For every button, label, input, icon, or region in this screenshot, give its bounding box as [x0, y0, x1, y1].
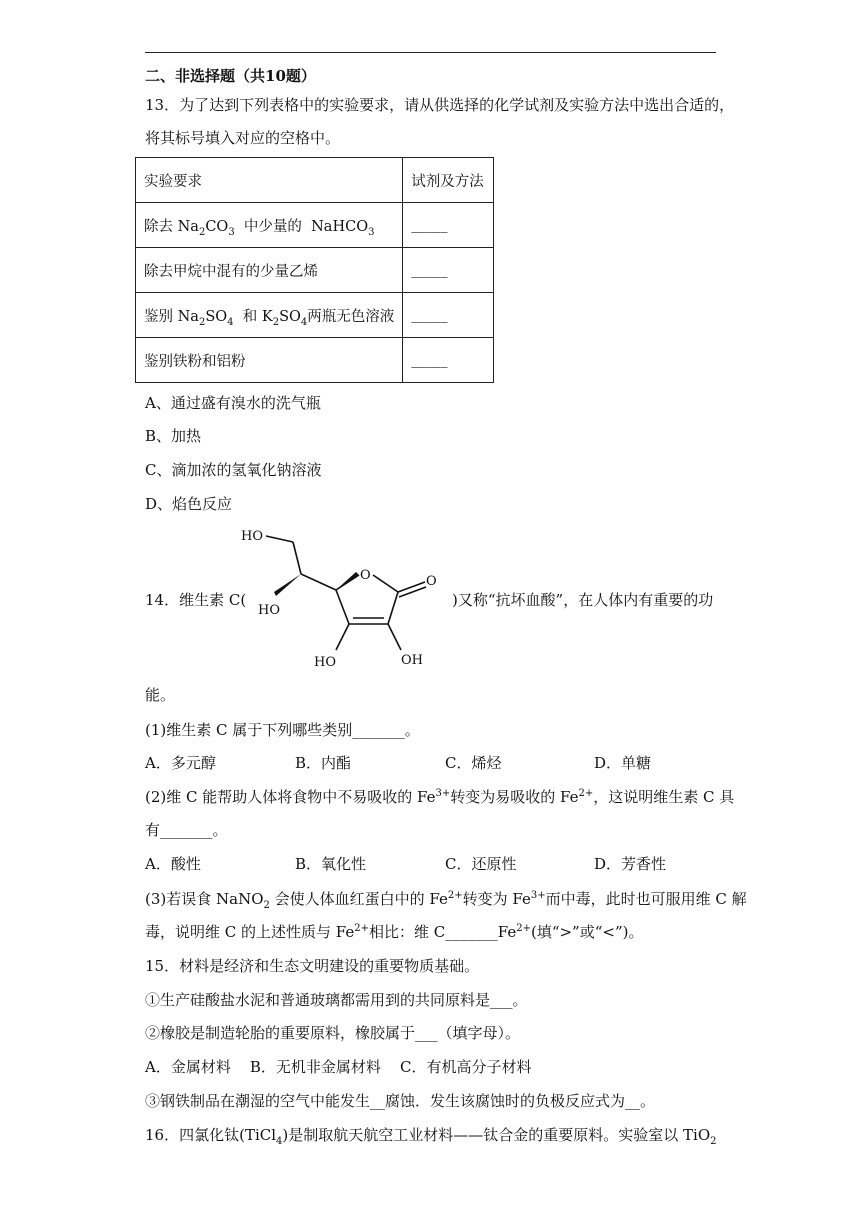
q14-part2-line2: 有_______。: [145, 821, 228, 839]
top-rule: [145, 52, 716, 53]
table-row: [136, 338, 494, 383]
q14-part3: (3)若误食 NaNO$_2$ 会使人体血红蛋白中的 $Fe^{2+}$转变为 $Fe^{3+}$而中毒，此时也可服用维 C 解: [145, 890, 747, 911]
q14-suffix: )又称“抗坏血酸”，在人体内有重要的功: [452, 591, 714, 609]
row2-blank: _____: [403, 248, 494, 293]
option-a: A、通过盛有溴水的洗气瓶: [145, 394, 321, 412]
p2-option-c: C．还原性: [445, 855, 517, 873]
row3-requirement: 鉴别 $Na_2SO_4$ 和 $K_2SO_4$两瓶无色溶液: [136, 293, 403, 338]
vitamin-c-structure: [238, 522, 448, 672]
p1-option-a: A．多元醇: [145, 754, 216, 772]
q15-part1: ①生产硅酸盐水泥和普通玻璃都需用到的共同原料是___。: [145, 991, 528, 1009]
label-keto-o: O: [426, 574, 437, 589]
q15-part3: ③钢铁制品在潮湿的空气中能发生__腐蚀．发生该腐蚀时的负极反应式为__。: [145, 1092, 656, 1110]
p2-option-a: A．酸性: [145, 855, 201, 873]
table-row: [136, 203, 494, 248]
p2-option-b: B．氧化性: [295, 855, 367, 873]
q14-prefix: 14．维生素 C(: [145, 591, 247, 609]
q13-stem-line2: 将其标号填入对应的空格中。: [145, 129, 341, 147]
header-method: 试剂及方法: [403, 158, 494, 203]
experiment-table: [135, 157, 494, 383]
row1-requirement: 除去 $Na_2CO_3$ 中少量的 NaHCO$_3$: [136, 203, 403, 248]
label-oh-bottom: OH: [401, 653, 423, 668]
q14-part3-line2: 毒，说明维 C 的上述性质与 $Fe^{2+}$相比：维 $C\_\_\_\_\_\_\_Fe^{2+}$(填“>”或“<”)。: [145, 923, 644, 941]
row1-blank: _____: [403, 203, 494, 248]
option-c: C、滴加浓的氢氧化钠溶液: [145, 461, 322, 479]
row3-blank: _____: [403, 293, 494, 338]
option-b: B、加热: [145, 427, 202, 445]
label-ho-bottom: HO: [314, 655, 336, 670]
table-row: [136, 248, 494, 293]
q15-part2-options: A．金属材料 B．无机非金属材料 C．有机高分子材料: [145, 1058, 532, 1076]
p1-option-c: C．烯烃: [445, 754, 502, 772]
q14-part1: (1)维生素 C 属于下列哪些类别_______。: [145, 721, 420, 739]
q14-part2: (2)维 C 能帮助人体将食物中不易吸收的 $Fe^{3+}$转变为易吸收的 $Fe^{2+}$，这说明维生素 C 具: [145, 788, 735, 806]
q15-part2: ②橡胶是制造轮胎的重要原料，橡胶属于___（填字母）。: [145, 1024, 521, 1042]
q13-stem-line1: 13．为了达到下列表格中的实验要求，请从供选择的化学试剂及实验方法中选出合适的，: [145, 96, 735, 114]
q14-cont: 能。: [145, 686, 176, 704]
option-d: D、焰色反应: [145, 495, 233, 513]
q15-title: 15．材料是经济和生态文明建设的重要物质基础。: [145, 957, 480, 975]
table-row: [136, 293, 494, 338]
q16-stem: 16．四氯化钛(TiCl$_4$)是制取航天航空工业材料——钛合金的重要原料。实验室以 TiO$_2$: [145, 1126, 717, 1147]
row4-requirement: 鉴别铁粉和铝粉: [136, 338, 403, 383]
p1-option-b: B．内酯: [295, 754, 352, 772]
label-ring-o: O: [360, 568, 371, 583]
row2-requirement: 除去甲烷中混有的少量乙烯: [136, 248, 403, 293]
header-requirement: 实验要求: [136, 158, 403, 203]
row4-blank: _____: [403, 338, 494, 383]
p2-option-d: D．芳香性: [594, 855, 667, 873]
section-title: 二、非选择题（共10题）: [145, 67, 316, 85]
table-header-row: [136, 158, 494, 203]
label-ho-top: HO: [241, 529, 263, 544]
p1-option-d: D．单糖: [594, 754, 652, 772]
label-ho-left: HO: [258, 603, 280, 618]
